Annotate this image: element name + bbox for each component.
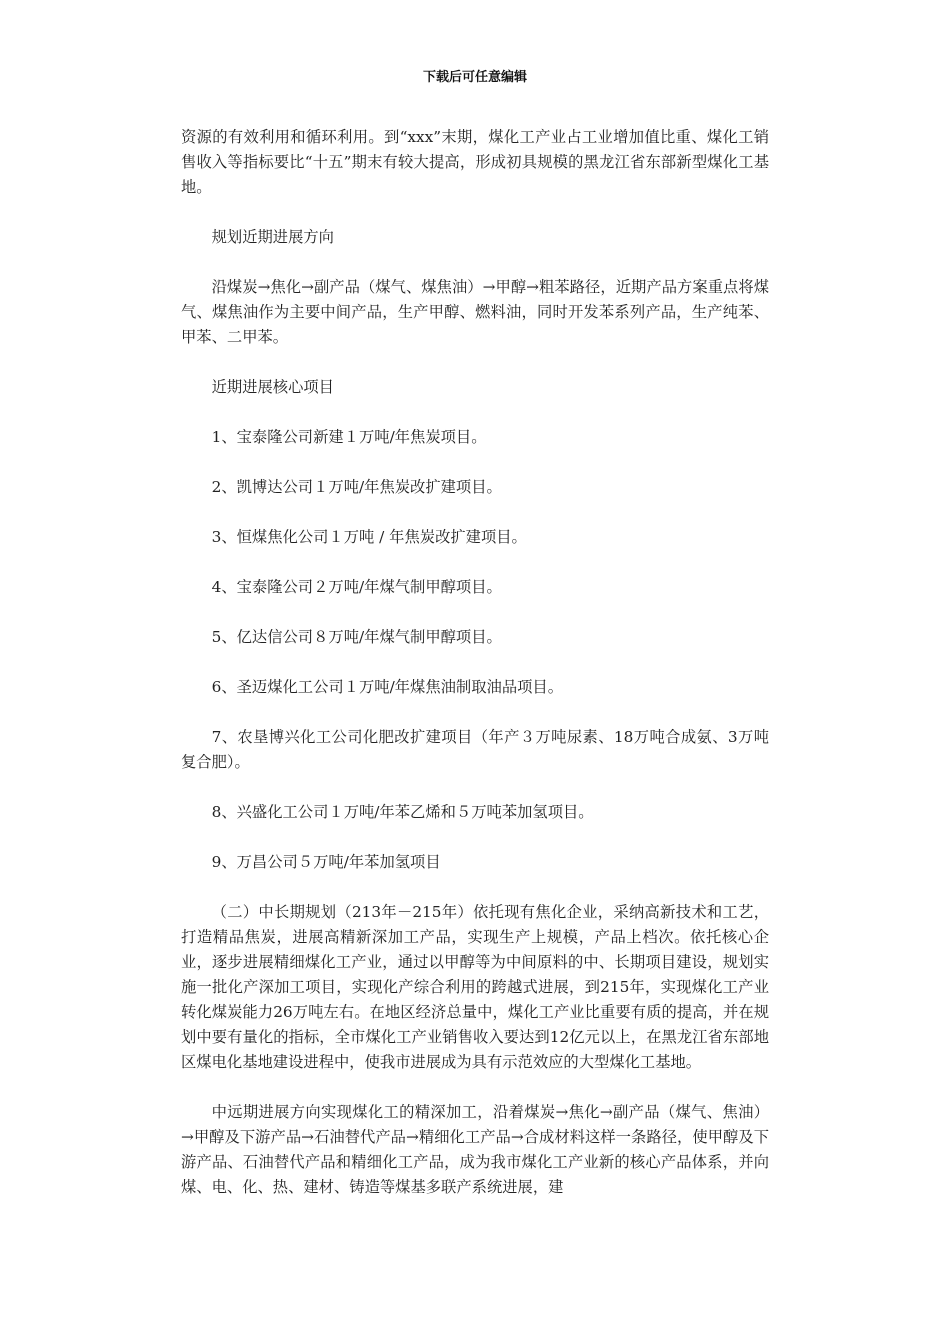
project-item: 7、农垦博兴化工公司化肥改扩建项目（年产３万吨尿素、18万吨合成氨、3万吨复合肥）。: [181, 728, 769, 771]
project-item: 2、凯博达公司１万吨/年焦炭改扩建项目。: [211, 478, 502, 496]
project-item: 8、兴盛化工公司１万吨/年苯乙烯和５万吨苯加氢项目。: [211, 803, 594, 821]
paragraph-mid-long-term-direction: 中远期进展方向实现煤化工的精深加工，沿着煤炭→焦化→副产品（煤气、焦油）→甲醇及下游产品→石油替代产品→精细化工产品→合成材料这样一条路径，使甲醇及下游产品、石油替代产品和精细化工产品，成为我市煤化工产业新的核心产品体系，并向煤、电、化、热、建材、铸造等煤基多联产系统进展，建: [181, 1103, 769, 1196]
project-item: 6、圣迈煤化工公司１万吨/年煤焦油制取油品项目。: [211, 678, 564, 696]
project-item: 3、恒煤焦化公司１万吨 / 年焦炭改扩建项目。: [211, 528, 527, 546]
section-heading-near-term-direction: 规划近期进展方向: [211, 228, 334, 246]
paragraph-intro: 资源的有效利用和循环利用。到“xxx”末期，煤化工产业占工业增加值比重、煤化工销售收入等指标要比“十五”期末有较大提高，形成初具规模的黑龙江省东部新型煤化工基地。: [181, 128, 769, 196]
project-item: 4、宝泰隆公司２万吨/年煤气制甲醇项目。: [211, 578, 502, 596]
page-header: 下载后可任意编辑: [422, 70, 527, 85]
section-heading-core-projects: 近期进展核心项目: [211, 378, 334, 396]
project-item: 5、亿达信公司８万吨/年煤气制甲醇项目。: [211, 628, 502, 646]
document-body: [181, 125, 769, 1225]
paragraph-near-term-direction: 沿煤炭→焦化→副产品（煤气、煤焦油）→甲醇→粗苯路径，近期产品方案重点将煤气、煤焦油作为主要中间产品，生产甲醇、燃料油，同时开发苯系列产品，生产纯苯、甲苯、二甲苯。: [181, 278, 769, 346]
paragraph-mid-long-term-plan: （二）中长期规划（213年－215年）依托现有焦化企业，采纳高新技术和工艺，打造精品焦炭，进展高精新深加工产品，实现生产上规模，产品上档次。依托核心企业，逐步进展精细煤化工产业，通过以甲醇等为中间原料的中、长期项目建设，规划实施一批化产深加工项目，实现化产综合利用的跨越式进展，到215年，实现煤化工产业转化煤炭能力26万吨左右。在地区经济总量中，煤化工产业比重要有质的提高，并在规划中要有量化的指标，全市煤化工产业销售收入要达到12亿元以上，在黑龙江省东部地区煤电化基地建设进程中，使我市进展成为具有示范效应的大型煤化工基地。: [181, 903, 769, 1071]
project-item: 1、宝泰隆公司新建１万吨/年焦炭项目。: [211, 428, 487, 446]
project-item: 9、万昌公司５万吨/年苯加氢项目: [211, 853, 441, 871]
